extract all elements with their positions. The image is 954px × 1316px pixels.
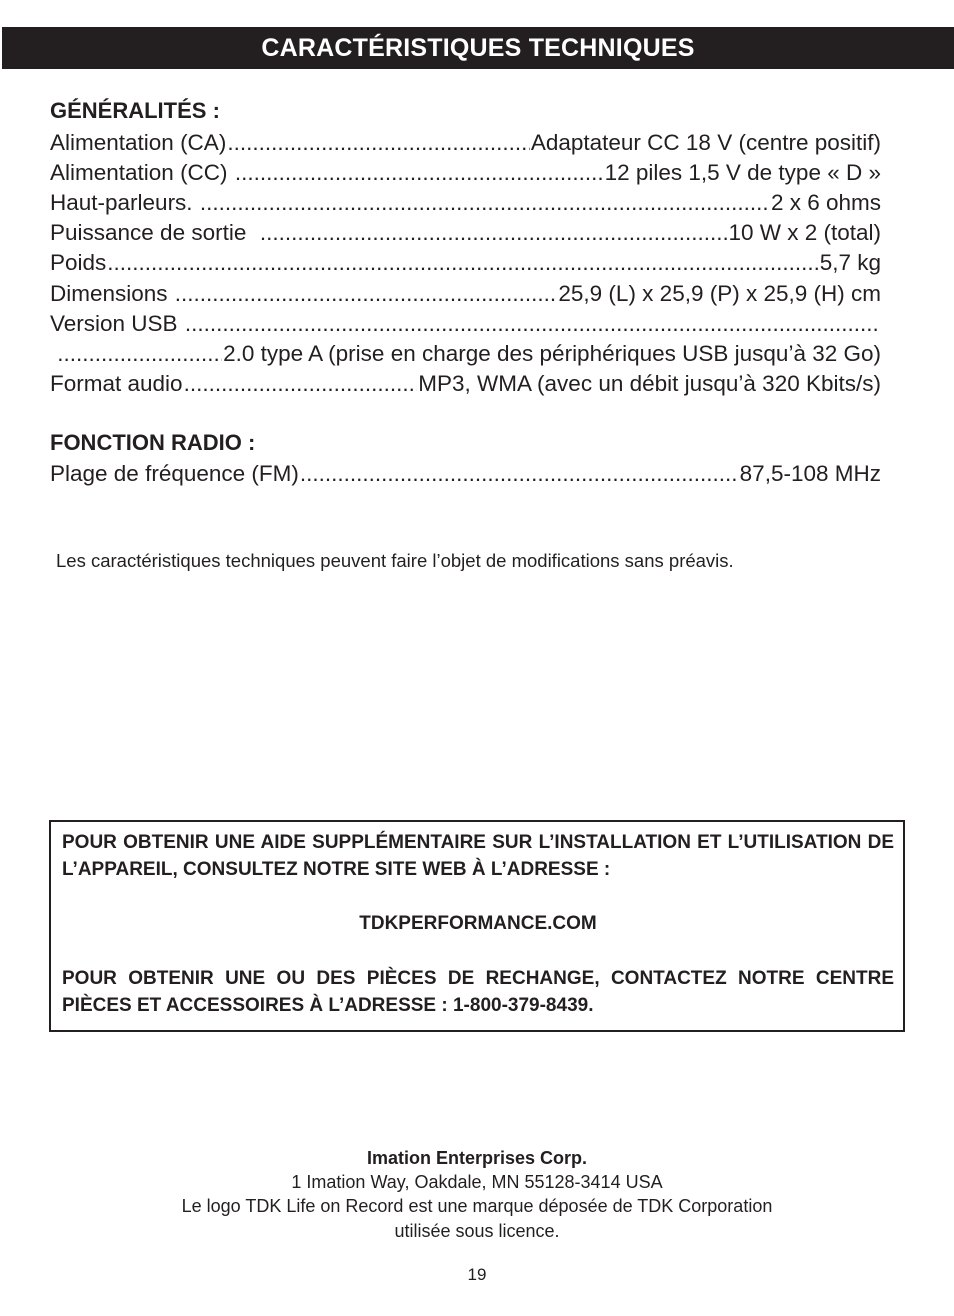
dot-leader: [184, 369, 418, 399]
company-name: Imation Enterprises Corp.: [366, 1148, 588, 1168]
spec-row-power-ac: [50, 128, 881, 158]
spec-value: 12 piles 1,5 V de type « D »: [604, 160, 881, 185]
spec-row-weight: [50, 248, 881, 278]
page-title-bar: [2, 27, 954, 69]
dot-leader: [200, 188, 770, 218]
dot-leader: [260, 218, 728, 248]
spec-row-output-power: [50, 218, 881, 248]
dot-leader: [57, 339, 222, 369]
spec-row-usb-version: [50, 309, 881, 339]
spec-label: Alimentation (CC): [50, 160, 234, 185]
spec-row-usb-version-cont: [50, 339, 881, 369]
spec-value: 87,5-108 MHz: [739, 461, 881, 486]
general-heading: GÉNÉRALITÉS :: [50, 98, 220, 123]
spec-label: Alimentation (CA): [50, 130, 227, 155]
dot-leader: [107, 248, 818, 278]
spec-label: Plage de fréquence (FM): [50, 461, 299, 486]
spec-row-power-dc: [50, 158, 881, 188]
spec-value: 25,9 (L) x 25,9 (P) x 25,9 (H) cm: [558, 281, 881, 306]
spec-label: Version USB: [50, 311, 184, 336]
page-title: CARACTÉRISTIQUES TECHNIQUES: [261, 33, 695, 62]
page-number: 19: [467, 1265, 487, 1284]
disclaimer-text: Les caractéristiques techniques peuvent faire l’objet de modifications sans préavis.: [56, 550, 734, 571]
help-paragraph-parts: POUR OBTENIR UNE OU DES PIÈCES DE RECHANGE, CONTACTEZ NOTRE CENTRE PIÈCES ET ACCESSOIRES À L’ADRESSE : 1-800-379-8439.: [62, 968, 894, 1016]
spec-value: MP3, WMA (avec un débit jusqu’à 320 Kbits/s): [418, 371, 881, 396]
dot-leader: [175, 279, 558, 309]
spec-value: 10 W x 2 (total): [728, 220, 881, 245]
spec-label: Poids: [50, 250, 107, 275]
help-box: [49, 820, 905, 1032]
spec-label: Dimensions: [50, 281, 174, 306]
spec-value: 2.0 type A (prise en charge des périphériques USB jusqu’à 32 Go): [223, 341, 881, 366]
spec-row-speakers: [50, 188, 881, 218]
spec-value: 5,7 kg: [819, 250, 881, 275]
radio-heading: FONCTION RADIO :: [50, 430, 256, 455]
company-address: 1 Imation Way, Oakdale, MN 55128-3414 USA: [291, 1172, 663, 1192]
dot-leader: [227, 128, 530, 158]
spec-row-dimensions: [50, 279, 881, 309]
spec-label: Puissance de sortie: [50, 220, 259, 245]
dot-leader: [300, 459, 739, 489]
spec-value: Adaptateur CC 18 V (centre positif): [530, 130, 881, 155]
spec-row-fm-range: [50, 459, 881, 489]
spec-label: [50, 339, 56, 369]
spec-label: Format audio: [50, 371, 183, 396]
help-paragraph-website: POUR OBTENIR UNE AIDE SUPPLÉMENTAIRE SUR L’INSTALLATION ET L’UTILISATION DE L’APPAREIL, CONSULTEZ NOTRE SITE WEB À L’ADRESSE :: [62, 832, 894, 880]
trademark-line-1: Le logo TDK Life on Record est une marque déposée de TDK Corporation: [181, 1196, 773, 1216]
dot-leader: [235, 158, 604, 188]
dot-leader: [185, 309, 880, 339]
trademark-line-2: utilisée sous licence.: [394, 1221, 560, 1241]
spec-value: 2 x 6 ohms: [770, 190, 881, 215]
spec-row-audio-format: [50, 369, 881, 399]
spec-label: Haut-parleurs.: [50, 190, 199, 215]
website-address: TDKPERFORMANCE.COM: [359, 913, 597, 934]
